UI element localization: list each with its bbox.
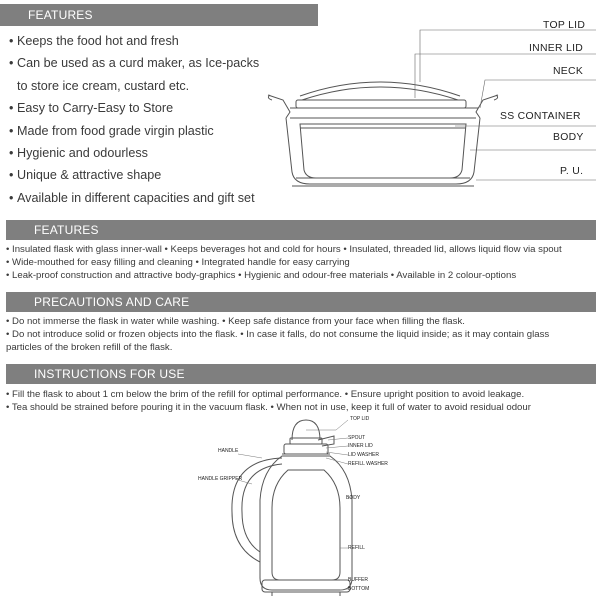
features-title-1: FEATURES — [28, 8, 93, 22]
label-body: BODY — [553, 132, 584, 143]
instructions-line-2: • Tea should be strained before pouring it in the vacuum flask. • When not in use, keep it full of water to avoid residual odour — [6, 402, 531, 413]
features-line-3: • Leak-proof construction and attractive body-graphics • Hygienic and odour-free materials • Available in 2 colour-options — [6, 270, 517, 281]
instructions-line-1: • Fill the flask to about 1 cm below the brim of the refill for optimal performance. • Ensure upright position to avoid leakage. — [6, 389, 525, 400]
flask-label-spout: SPOUT — [348, 435, 366, 441]
features-line-2: • Wide-mouthed for easy filling and cleaning • Integrated handle for easy carrying — [6, 257, 350, 268]
list-item: • Keeps the food hot and fresh — [9, 34, 179, 48]
flask-label-handle-gripper: HANDLE GRIPPER — [198, 476, 243, 482]
label-top-lid: TOP LID — [543, 20, 586, 31]
list-item: • Can be used as a curd maker, as Ice-packs — [9, 56, 260, 71]
label-neck: NECK — [553, 66, 584, 77]
flask-label-refill-washer: REFILL WASHER — [348, 461, 388, 467]
list-item: • Hygienic and odourless — [9, 146, 148, 161]
flask-label-inner-lid: INNER LID — [348, 443, 373, 449]
flask-label-top-lid: TOP LID — [350, 416, 370, 422]
precautions-line-1: • Do not immerse the flask in water while washing. • Keep safe distance from your face when filling the flask. — [6, 316, 465, 327]
instructions-title: INSTRUCTIONS FOR USE — [34, 367, 185, 381]
flask-label-refill: REFILL — [348, 545, 365, 551]
flask-label-lid-washer: LID WASHER — [348, 452, 379, 458]
features-line-1: • Insulated flask with glass inner-wall • Keeps beverages hot and cold for hours • Insulated, threaded lid, allows liquid flow via spout — [6, 244, 562, 255]
features-title-2: FEATURES — [34, 223, 99, 237]
flask-label-body: BODY — [346, 495, 361, 501]
list-item: • Unique & attractive shape — [9, 168, 162, 183]
list-item: • Easy to Carry-Easy to Store — [9, 101, 174, 116]
precautions-line-2: • Do not introduce solid or frozen objects into the flask. • In case it falls, do not consume the liquid inside; as it may contain glass — [6, 329, 550, 340]
list-item: • Available in different capacities and gift set — [9, 190, 255, 205]
label-ss-container: SS CONTAINER — [500, 111, 581, 122]
precautions-title: PRECAUTIONS AND CARE — [34, 295, 190, 309]
flask-label-bottom: BOTTOM — [348, 586, 370, 592]
precautions-line-3: particles of the broken refill of the flask. — [6, 342, 173, 353]
flask-label-buffer: BUFFER — [348, 577, 368, 583]
label-pu: P. U. — [560, 166, 584, 177]
list-item: • Made from food grade virgin plastic — [9, 123, 214, 138]
list-item: to store ice cream, custard etc. — [17, 78, 190, 93]
flask-label-handle: HANDLE — [218, 448, 239, 454]
label-inner-lid: INNER LID — [529, 43, 584, 54]
